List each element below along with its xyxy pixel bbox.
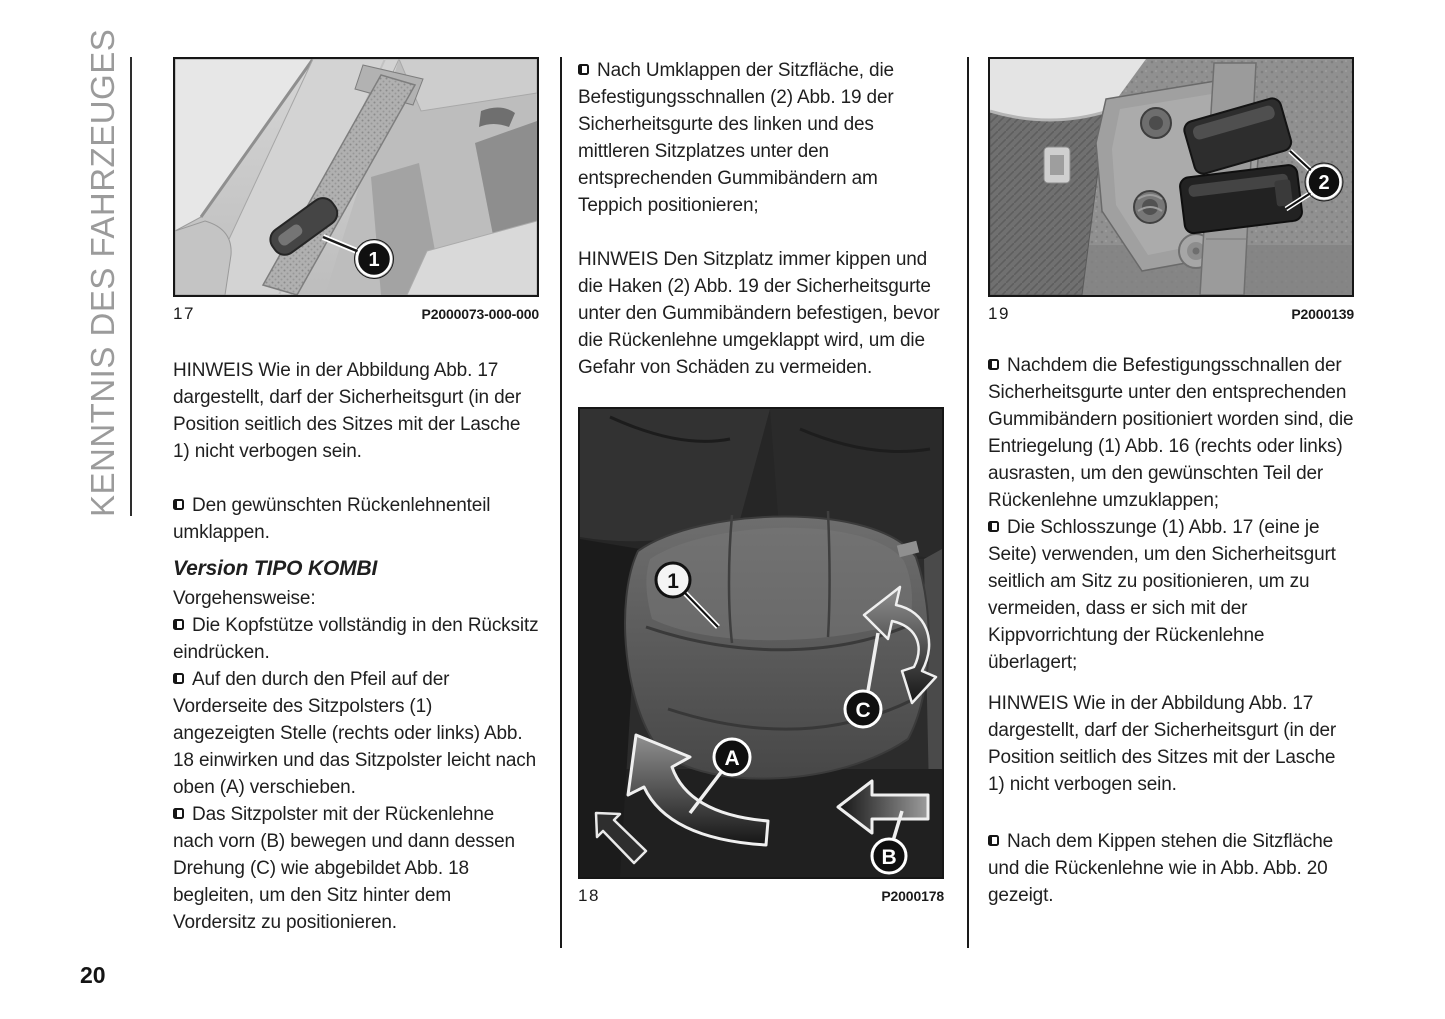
- bullet-item: Das Sitzpolster mit der Rückenlehne nach vorn (B) bewegen und dann dessen Drehung (C) wie abgebildet Abb. 18 begleiten, um den Sitz hinter dem Vordersitz zu positionieren.: [173, 804, 515, 933]
- square-bullet-icon: [988, 835, 999, 846]
- note-paragraph: HINWEIS Wie in der Abbildung Abb. 17 dargestellt, darf der Sicherheitsgurt (in der Position seitlich des Sitzes mit der Lasche 1) nicht verbogen sein.: [988, 693, 1337, 795]
- square-bullet-icon: [173, 808, 184, 819]
- figure-number: 17: [173, 304, 195, 323]
- bullet-item: Nach dem Kippen stehen die Sitzfläche und die Rückenlehne wie in Abb. Abb. 20 gezeigt.: [988, 831, 1334, 906]
- figure-code: P2000073-000-000: [421, 306, 539, 322]
- bullet-item: Die Schlosszunge (1) Abb. 17 (eine je Seite) verwenden, um den Sicherheitsgurt seitlich am Sitz zu positionieren, um zu vermeiden, dass er sich mit der Kippvorrichtung der Rückenlehne überlagert;: [988, 517, 1336, 673]
- bullet-item: Die Kopfstütze vollständig in den Rücksitz eindrücken.: [173, 615, 539, 663]
- column-left: [173, 57, 539, 936]
- column-divider-2: [967, 57, 969, 948]
- note-paragraph: HINWEIS Wie in der Abbildung Abb. 17 dargestellt, darf der Sicherheitsgurt (in der Position seitlich des Sitzes mit der Lasche 1) nicht verbogen sein.: [173, 360, 522, 462]
- figure-code: P2000178: [881, 888, 944, 904]
- column-divider-1: [560, 57, 562, 948]
- bullet-item: Nach Umklappen der Sitzfläche, die Befestigungsschnallen (2) Abb. 19 der Sicherheitsgurte des linken und des mittleren Sitzplatzes unter den entsprechenden Gummibändern am Teppich positionieren;: [578, 60, 894, 216]
- callout-label-1: 1: [368, 249, 380, 271]
- subsection-heading: Version TIPO KOMBI: [173, 557, 378, 580]
- column-right: [988, 57, 1354, 909]
- callout-label-1: 1: [667, 570, 679, 593]
- figure-18-image: [578, 407, 944, 879]
- figure-number: 18: [578, 886, 600, 905]
- square-bullet-icon: [173, 619, 184, 630]
- bullet-item: Nachdem die Befestigungsschnallen der Sicherheitsgurte unter den entsprechenden Gummibändern positioniert worden sind, die Entriegelung (1) Abb. 16 (rechts oder links) ausrasten, um den gewünschten Teil der Rückenlehne umzuklappen;: [988, 355, 1354, 511]
- callout-label-a: A: [724, 747, 740, 770]
- square-bullet-icon: [173, 673, 184, 684]
- rear-seat-fold-illustration: [580, 409, 942, 877]
- bullet-item: Auf den durch den Pfeil auf der Vorderseite des Sitzpolsters (1) angezeigten Stelle (rechts oder links) Abb. 18 einwirken und das Sitzpolster leicht nach oben (A) verschieben.: [173, 669, 537, 798]
- figure-19-image: [988, 57, 1354, 297]
- callout-label-c: C: [855, 699, 871, 722]
- belt-latch-illustration: [175, 59, 537, 295]
- intro-line: Vorgehensweise:: [173, 588, 316, 609]
- square-bullet-icon: [578, 64, 589, 75]
- sidebar-rule: [130, 57, 132, 516]
- column-middle: [578, 57, 944, 910]
- square-bullet-icon: [988, 521, 999, 532]
- callout-label-b: B: [881, 846, 897, 869]
- page-number: 20: [80, 962, 106, 988]
- figure-17-image: [173, 57, 539, 297]
- section-title-vertical: KENNTNIS DES FAHRZEUGES: [84, 28, 121, 517]
- figure-17: [173, 57, 539, 328]
- figure-19: [988, 57, 1354, 328]
- note-paragraph: HINWEIS Den Sitzplatz immer kippen und die Haken (2) Abb. 19 der Sicherheitsgurte unter den Gummibändern befestigen, bevor die Rückenlehne umgeklappt wird, um die Gefahr von Schäden zu vermeiden.: [578, 249, 940, 378]
- figure-code: P2000139: [1291, 306, 1354, 322]
- square-bullet-icon: [173, 499, 184, 510]
- buckle-strap-illustration: [990, 59, 1352, 295]
- square-bullet-icon: [988, 359, 999, 370]
- figure-number: 19: [988, 304, 1010, 323]
- callout-label-2: 2: [1318, 172, 1330, 194]
- figure-18: [578, 407, 944, 910]
- bullet-item: Den gewünschten Rückenlehnenteil umklappen.: [173, 495, 491, 543]
